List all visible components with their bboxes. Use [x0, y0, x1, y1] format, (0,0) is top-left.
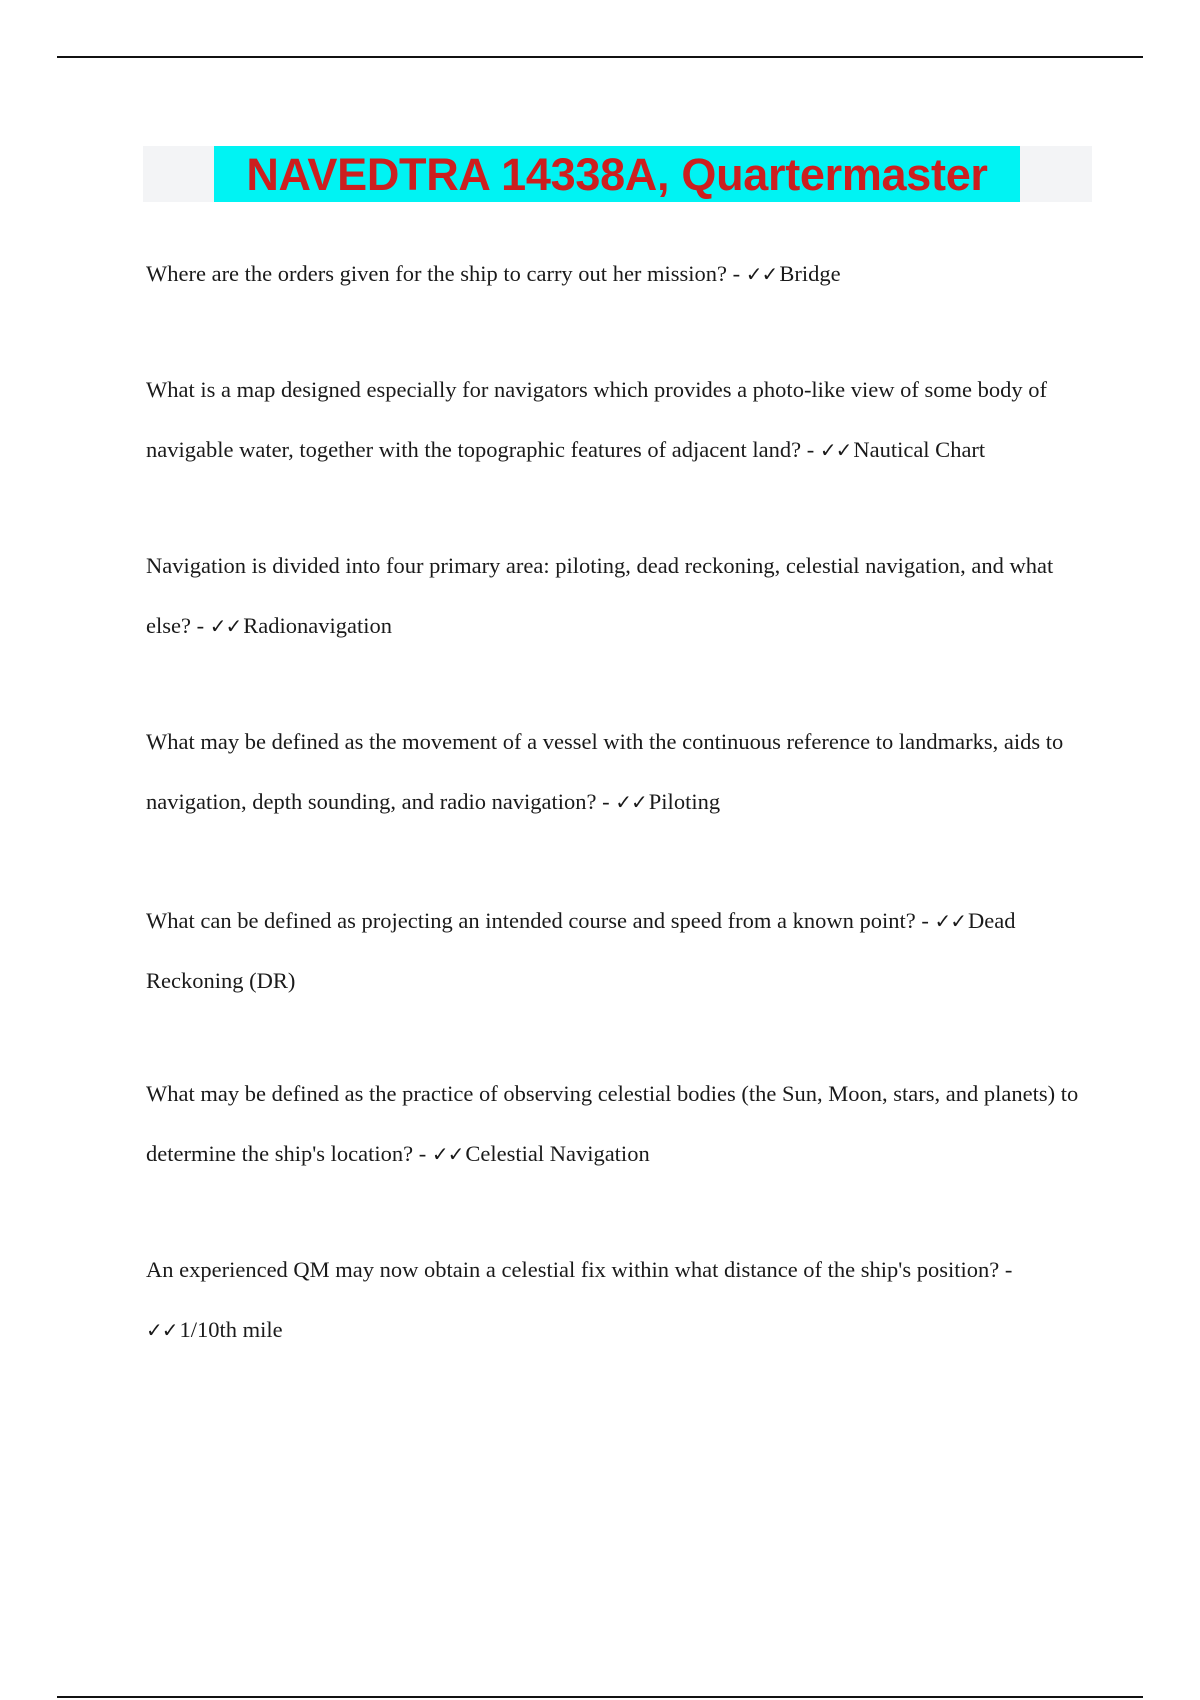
answer-text: 1/10th mile	[179, 1317, 283, 1342]
question-text: Navigation is divided into four primary area: piloting, dead reckoning, celestial navigation, and what else? -	[146, 553, 1054, 638]
question-text: What may be defined as the practice of observing celestial bodies (the Sun, Moon, stars, and planets) to determine the ship's location? -	[146, 1081, 1079, 1166]
double-check-icon: ✓✓	[146, 1318, 178, 1342]
qa-item	[146, 1240, 1096, 1360]
double-check-icon: ✓✓	[615, 790, 647, 814]
qa-item	[146, 536, 1096, 656]
question-text: What is a map designed especially for navigators which provides a photo-like view of some body of navigable water, together with the topographic features of adjacent land? -	[146, 377, 1048, 462]
qa-item	[146, 244, 1096, 304]
double-check-icon: ✓✓	[934, 909, 966, 933]
question-text: What may be defined as the movement of a vessel with the continuous reference to landmarks, aids to navigation, depth sounding, and radio navigation? -	[146, 729, 1064, 814]
question-text: Where are the orders given for the ship to carry out her mission? -	[146, 261, 741, 286]
double-check-icon: ✓✓	[209, 614, 242, 638]
answer-text: Bridge	[779, 261, 841, 286]
title-highlight	[214, 146, 1020, 202]
qa-item	[146, 360, 1096, 480]
document-title: NAVEDTRA 14338A, Quartermaster	[246, 148, 988, 200]
qa-item	[146, 891, 1096, 1011]
qa-item	[146, 1064, 1096, 1184]
answer-text: Dead Reckoning (DR)	[146, 908, 1016, 993]
qa-item	[146, 712, 1096, 832]
question-text: What can be defined as projecting an intended course and speed from a known point? -	[146, 908, 929, 933]
answer-text: Piloting	[648, 789, 721, 814]
bottom-rule	[57, 1696, 1143, 1698]
answer-text: Radionavigation	[243, 613, 392, 638]
double-check-icon: ✓✓	[431, 1142, 464, 1166]
double-check-icon: ✓✓	[819, 438, 852, 462]
answer-text: Nautical Chart	[853, 437, 986, 462]
question-text: An experienced QM may now obtain a celestial fix within what distance of the ship's position? -	[146, 1257, 1013, 1282]
double-check-icon: ✓✓	[745, 262, 778, 286]
top-rule	[57, 56, 1143, 58]
answer-text: Celestial Navigation	[465, 1141, 650, 1166]
